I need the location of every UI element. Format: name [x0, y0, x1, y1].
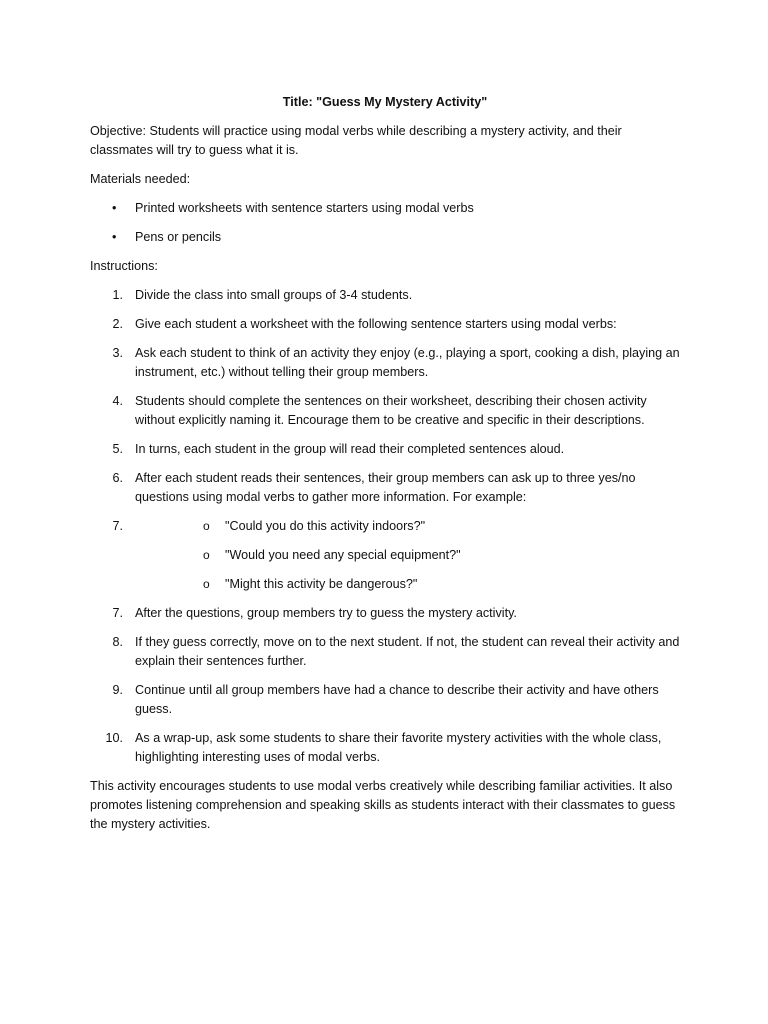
list-item	[90, 681, 680, 719]
step-number: 4.	[112, 394, 123, 408]
list-item	[90, 633, 680, 671]
list-item-text: Printed worksheets with sentence starters using modal verbs	[135, 201, 474, 215]
step-text: As a wrap-up, ask some students to share their favorite mystery activities with the whole class, highlighting interesting uses of modal verbs.	[135, 731, 662, 764]
list-item	[90, 440, 680, 459]
step-text: Divide the class into small groups of 3-4 students.	[135, 288, 413, 302]
list-item-text: Pens or pencils	[135, 230, 222, 244]
materials-list	[90, 199, 680, 247]
list-item	[90, 604, 680, 623]
bullet-icon: •	[112, 230, 117, 244]
step-number: 9.	[112, 683, 123, 697]
list-item	[90, 199, 680, 218]
instructions-heading: Instructions:	[90, 259, 158, 273]
step-text: Students should complete the sentences on their worksheet, describing their chosen activity without explicitly naming it. Encourage them to be creative and specific in their descriptions.	[135, 394, 647, 427]
sub-bullet-icon: o	[203, 519, 210, 533]
step-number: 2.	[112, 317, 123, 331]
step-text: Give each student a worksheet with the following sentence starters using modal verbs:	[135, 317, 617, 331]
sub-list-item	[135, 517, 680, 536]
document-title: Title: "Guess My Mystery Activity"	[282, 95, 488, 109]
sub-list-item-text: "Could you do this activity indoors?"	[225, 519, 426, 533]
step-text: After each student reads their sentences, their group members can ask up to three yes/no questions using modal verbs to gather more information. For example:	[135, 471, 636, 504]
list-item	[90, 315, 680, 334]
step-number: 10.	[105, 731, 123, 745]
list-item	[90, 729, 680, 767]
step-number: 3.	[112, 346, 123, 360]
step-number: 6.	[112, 471, 123, 485]
list-item	[90, 392, 680, 430]
sub-bullet-icon: o	[203, 577, 210, 591]
list-item	[90, 228, 680, 247]
step-number: 1.	[112, 288, 123, 302]
document-body	[90, 93, 680, 844]
example-questions-list	[135, 517, 680, 594]
conclusion-paragraph: This activity encourages students to use modal verbs creatively while describing familiar activities. It also promotes listening comprehension and speaking skills as students interact with their classmates to guess the mystery activities.	[90, 779, 676, 831]
sub-list-item	[135, 575, 680, 594]
list-item	[90, 517, 680, 594]
step-text: If they guess correctly, move on to the next student. If not, the student can reveal their activity and explain their sentences further.	[135, 635, 680, 668]
bullet-icon: •	[112, 201, 117, 215]
list-item	[90, 469, 680, 507]
step-number: 8.	[112, 635, 123, 649]
step-text: After the questions, group members try to guess the mystery activity.	[135, 606, 517, 620]
list-item	[90, 344, 680, 382]
step-text: Continue until all group members have had a chance to describe their activity and have others guess.	[135, 683, 659, 716]
sub-list-item-text: "Would you need any special equipment?"	[225, 548, 461, 562]
instructions-list	[90, 286, 680, 767]
step-number: 7.	[112, 519, 123, 533]
sub-bullet-icon: o	[203, 548, 210, 562]
sub-list-item	[135, 546, 680, 565]
step-number: 7.	[112, 606, 123, 620]
materials-heading: Materials needed:	[90, 172, 191, 186]
sub-list-item-text: "Might this activity be dangerous?"	[225, 577, 418, 591]
step-text: Ask each student to think of an activity they enjoy (e.g., playing a sport, cooking a dish, playing an instrument, etc.) without telling their group members.	[135, 346, 680, 379]
step-text: In turns, each student in the group will read their completed sentences aloud.	[135, 442, 565, 456]
list-item	[90, 286, 680, 305]
objective-paragraph: Objective: Students will practice using modal verbs while describing a mystery activity, and their classmates will try to guess what it is.	[90, 124, 622, 157]
step-number: 5.	[112, 442, 123, 456]
